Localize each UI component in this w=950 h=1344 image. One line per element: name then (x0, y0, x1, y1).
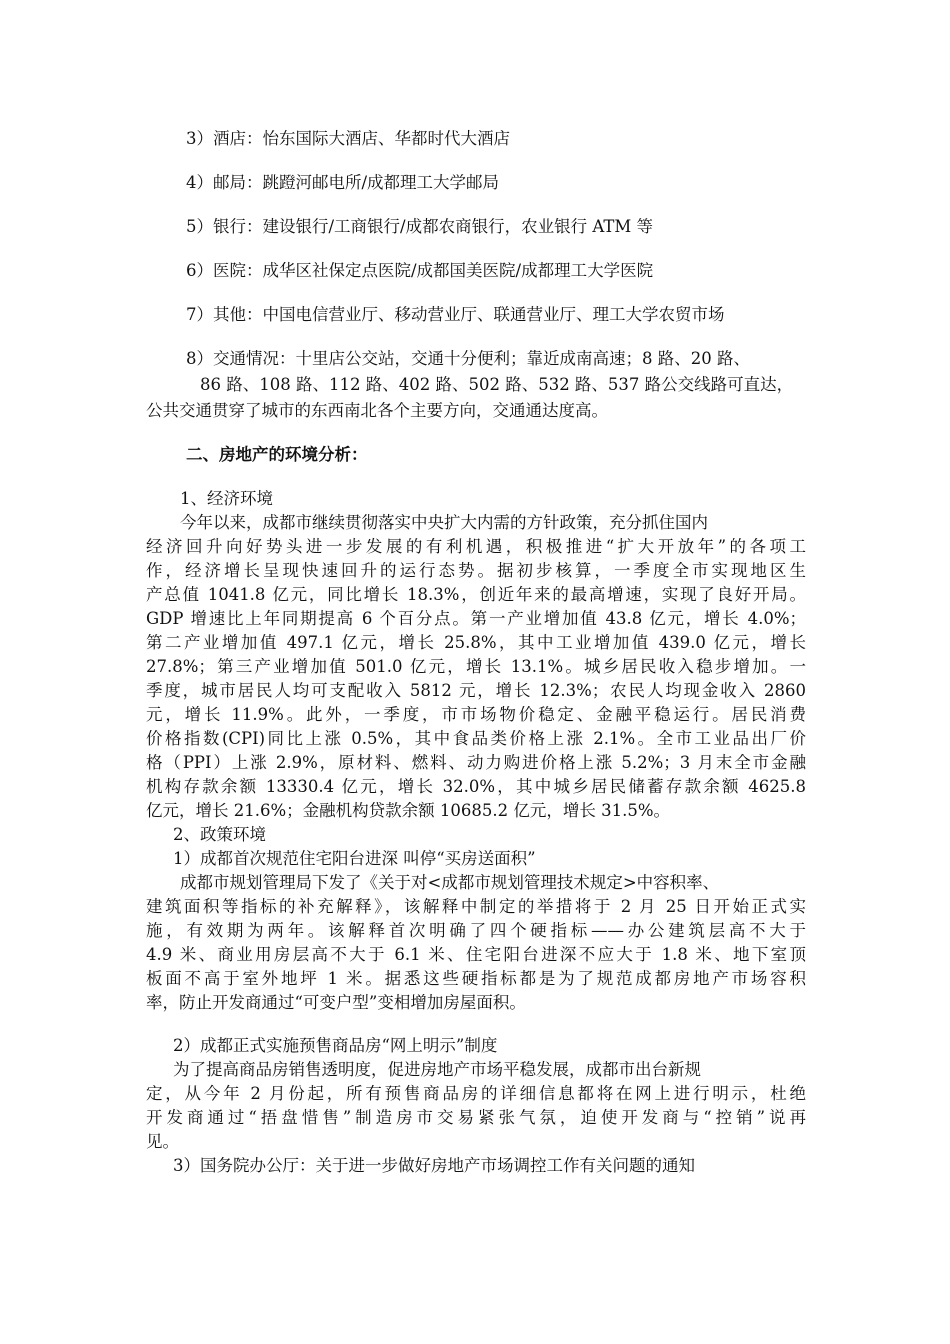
economy-line: GDP 增速比上年同期提高 6 个百分点。第一产业增加值 43.8 亿元，增长 4.0%； (146, 609, 806, 628)
policy-sub1-heading: 1）成都首次规范住宅阳台进深 叫停“买房送面积” (173, 849, 536, 868)
policy-sub2-line: 见。 (146, 1132, 179, 1151)
economy-line: 今年以来，成都市继续贯彻落实中央扩大内需的方针政策，充分抓住国内 (180, 513, 708, 532)
policy-sub2-line: 为了提高商品房销售透明度，促进房地产市场平稳发展，成都市出台新规 (173, 1060, 701, 1079)
economy-heading: 1、经济环境 (180, 489, 273, 508)
policy-sub3-heading: 3）国务院办公厅：关于进一步做好房地产市场调控工作有关问题的通知 (173, 1156, 695, 1175)
list-item-hotel: 3）酒店：怡东国际大酒店、华都时代大酒店 (186, 129, 510, 148)
policy-heading: 2、政策环境 (173, 825, 266, 844)
traffic-line-3: 公共交通贯穿了城市的东西南北各个主要方向，交通通达度高。 (146, 401, 608, 420)
economy-line: 季度，城市居民人均可支配收入 5812 元，增长 12.3%；农民人均现金收入 2860 (146, 681, 806, 700)
policy-sub1-line: 建筑面积等指标的补充解释》，该解释中制定的举措将于 2 月 25 日开始正式实 (146, 897, 806, 916)
policy-sub2-line: 定，从今年 2 月份起，所有预售商品房的详细信息都将在网上进行明示，杜绝 (146, 1084, 806, 1103)
policy-sub1-line: 成都市规划管理局下发了《关于对<成都市规划管理技术规定>中容积率、 (180, 873, 720, 892)
traffic-line-1: 8）交通情况：十里店公交站，交通十分便利；靠近成南高速；8 路、20 路、 (186, 349, 750, 368)
economy-line: 元，增长 11.9%。此外，一季度，市市场物价稳定、金融平稳运行。居民消费 (146, 705, 806, 724)
policy-sub1-line: 率，防止开发商通过“可变户型”变相增加房屋面积。 (146, 993, 526, 1012)
section-heading: 二、房地产的环境分析： (186, 445, 368, 464)
economy-line: 亿元，增长 21.6%；金融机构贷款余额 10685.2 亿元，增长 31.5%。 (146, 801, 671, 820)
policy-sub2-heading: 2）成都正式实施预售商品房“网上明示”制度 (173, 1036, 498, 1055)
economy-line: 产总值 1041.8 亿元，同比增长 18.3%，创近年来的最高增速，实现了良好开局。 (146, 585, 806, 604)
policy-sub1-line: 板面不高于室外地坪 1 米。据悉这些硬指标都是为了规范成都房地产市场容积 (146, 969, 806, 988)
list-item-other: 7）其他：中国电信营业厅、移动营业厅、联通营业厅、理工大学农贸市场 (186, 305, 725, 324)
traffic-line-2: 86 路、108 路、112 路、402 路、502 路、532 路、537 路公交线路可直达， (200, 375, 794, 394)
list-item-bank: 5）银行：建设银行/工商银行/成都农商银行，农业银行 ATM 等 (186, 217, 654, 236)
economy-line: 第二产业增加值 497.1 亿元，增长 25.8%，其中工业增加值 439.0 亿元，增长 (146, 633, 806, 652)
economy-line: 经济回升向好势头进一步发展的有利机遇，积极推进“扩大开放年”的各项工 (146, 537, 806, 556)
economy-line: 作，经济增长呈现快速回升的运行态势。据初步核算，一季度全市实现地区生 (146, 561, 806, 580)
economy-line: 27.8%；第三产业增加值 501.0 亿元，增长 13.1%。城乡居民收入稳步增加。一 (146, 657, 806, 676)
economy-line: 格（PPI）上涨 2.9%，原材料、燃料、动力购进价格上涨 5.2%；3 月末全市金融 (146, 753, 806, 772)
policy-sub1-line: 4.9 米、商业用房层高不大于 6.1 米、住宅阳台进深不应大于 1.8 米、地下室顶 (146, 945, 806, 964)
economy-line: 价格指数(CPI)同比上涨 0.5%，其中食品类价格上涨 2.1%。全市工业品出厂价 (146, 729, 806, 748)
policy-sub1-line: 施，有效期为两年。该解释首次明确了四个硬指标——办公建筑层高不大于 (146, 921, 806, 940)
list-item-hospital: 6）医院：成华区社保定点医院/成都国美医院/成都理工大学医院 (186, 261, 654, 280)
policy-sub2-line: 开发商通过“捂盘惜售”制造房市交易紧张气氛，迫使开发商与“控销”说再 (146, 1108, 806, 1127)
economy-line: 机构存款余额 13330.4 亿元，增长 32.0%，其中城乡居民储蓄存款余额 4625.8 (146, 777, 806, 796)
list-item-post-office: 4）邮局：跳蹬河邮电所/成都理工大学邮局 (186, 173, 500, 192)
